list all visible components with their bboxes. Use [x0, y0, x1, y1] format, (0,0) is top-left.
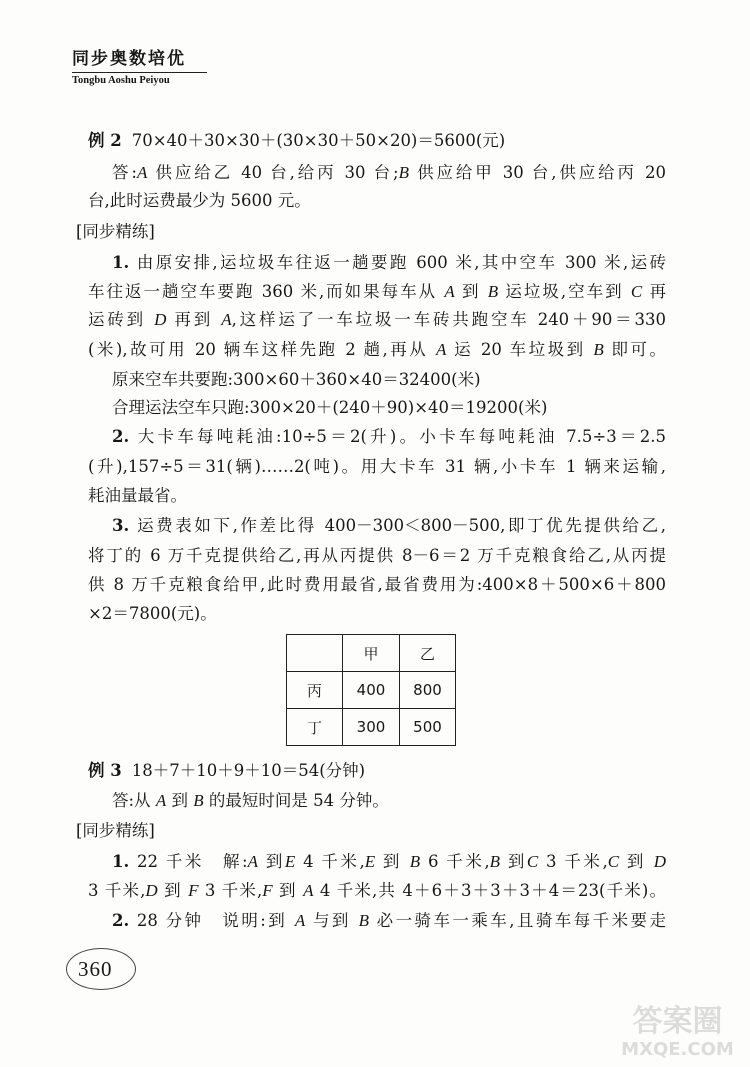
watermark	[610, 1005, 745, 1061]
q1-line-1: 1. 22 千米 解:A 到E 4 千米,E 到 B 6 千米,B 到C 3 千米,C 到 D	[112, 852, 667, 871]
table-row-label: 丁	[287, 709, 343, 746]
p2-line-3: 耗油量最省。	[88, 486, 187, 505]
section-heading-1: [同步精练]	[76, 222, 155, 241]
table-cell: 500	[400, 709, 456, 746]
p3-line-4: ×2＝7800(元)。	[88, 604, 217, 623]
p1-line-4: (米),故可用 20 辆车这样先跑 2 趟,再从 A 运 20 车垃圾到 B 即可。	[88, 340, 666, 359]
p3-line-3: 供 8 万千克粮食给甲,此时费用最省,最省费用为:400×8＋500×6＋800	[88, 575, 666, 594]
example-3-label: 例 3	[88, 761, 122, 780]
example-2-answer-line-2: 台,此时运费最少为 5600 元。	[88, 191, 311, 210]
table-cell: 800	[400, 672, 456, 709]
page-number: 360	[78, 957, 113, 981]
example-2-formula-line	[88, 130, 505, 152]
table-row	[287, 709, 456, 746]
table-corner-cell	[287, 635, 343, 672]
table-header-row	[287, 635, 456, 672]
example-3-answer: 答:从 A 到 B 的最短时间是 54 分钟。	[112, 791, 389, 810]
p2-line-1: 2. 大卡车每吨耗油:10÷5＝2(升)。小卡车每吨耗油 7.5÷3＝2.5	[112, 427, 666, 446]
section-heading-2: [同步精练]	[76, 821, 155, 840]
header-rule	[72, 72, 207, 73]
p1-line-3: 运砖到 D 再到 A,这样运了一车垃圾一车砖共跑空车 240＋90＝330	[88, 310, 666, 329]
q2-line-1: 2. 28 分钟 说明:到 A 与到 B 必一骑车一乘车,且骑车每千米要走	[112, 911, 666, 930]
example-3-formula: 18＋7＋10＋9＋10＝54(分钟)	[131, 761, 366, 780]
p3-line-2: 将丁的 6 万千克提供给乙,再从丙提供 8－6＝2 万千克粮食给乙,从丙提	[88, 546, 666, 565]
table-header-cell: 甲	[343, 635, 400, 672]
p1-line-5: 原来空车共要跑:300×60＋360×40＝32400(米)	[112, 370, 481, 389]
table-row	[287, 672, 456, 709]
example-2-formula: 70×40＋30×30＋(30×30＋50×20)＝5600(元)	[131, 131, 506, 150]
q1-line-2: 3 千米,D 到 F 3 千米,F 到 A 4 千米,共 4＋6＋3＋3＋3＋4＝23(千米)。	[88, 881, 666, 900]
watermark-logo: 答案圈	[632, 1004, 723, 1039]
watermark-url: MXQE.COM	[621, 1039, 734, 1060]
table-cell: 300	[343, 709, 400, 746]
freight-cost-table	[286, 634, 456, 746]
running-header	[72, 48, 207, 88]
p1-line-2: 车往返一趟空车要跑 360 米,而如果每车从 A 到 B 运垃圾,空车到 C 再	[88, 282, 666, 301]
example-3-formula-line	[88, 760, 365, 782]
table-header-cell: 乙	[400, 635, 456, 672]
page-number-badge	[66, 948, 138, 992]
example-2-answer-line-1: 答:A 供应给乙 40 台,给丙 30 台;B 供应给甲 30 台,供应给丙 20	[112, 163, 666, 182]
book-title: 同步奥数培优	[72, 49, 186, 69]
p1-line-1: 1. 由原安排,运垃圾车往返一趟要跑 600 米,其中空车 300 米,运砖	[112, 253, 666, 272]
p1-line-6: 合理运法空车只跑:300×20＋(240＋90)×40＝19200(米)	[112, 398, 548, 417]
book-subtitle: Tongbu Aoshu Peiyou	[72, 75, 170, 86]
table-row-label: 丙	[287, 672, 343, 709]
table-cell: 400	[343, 672, 400, 709]
p2-line-2: (升),157÷5＝31(辆)……2(吨)。用大卡车 31 辆,小卡车 1 辆来运输,	[88, 457, 666, 476]
example-2-label: 例 2	[88, 131, 122, 150]
p3-line-1: 3. 运费表如下,作差比得 400－300＜800－500,即丁优先提供给乙,	[112, 516, 666, 535]
